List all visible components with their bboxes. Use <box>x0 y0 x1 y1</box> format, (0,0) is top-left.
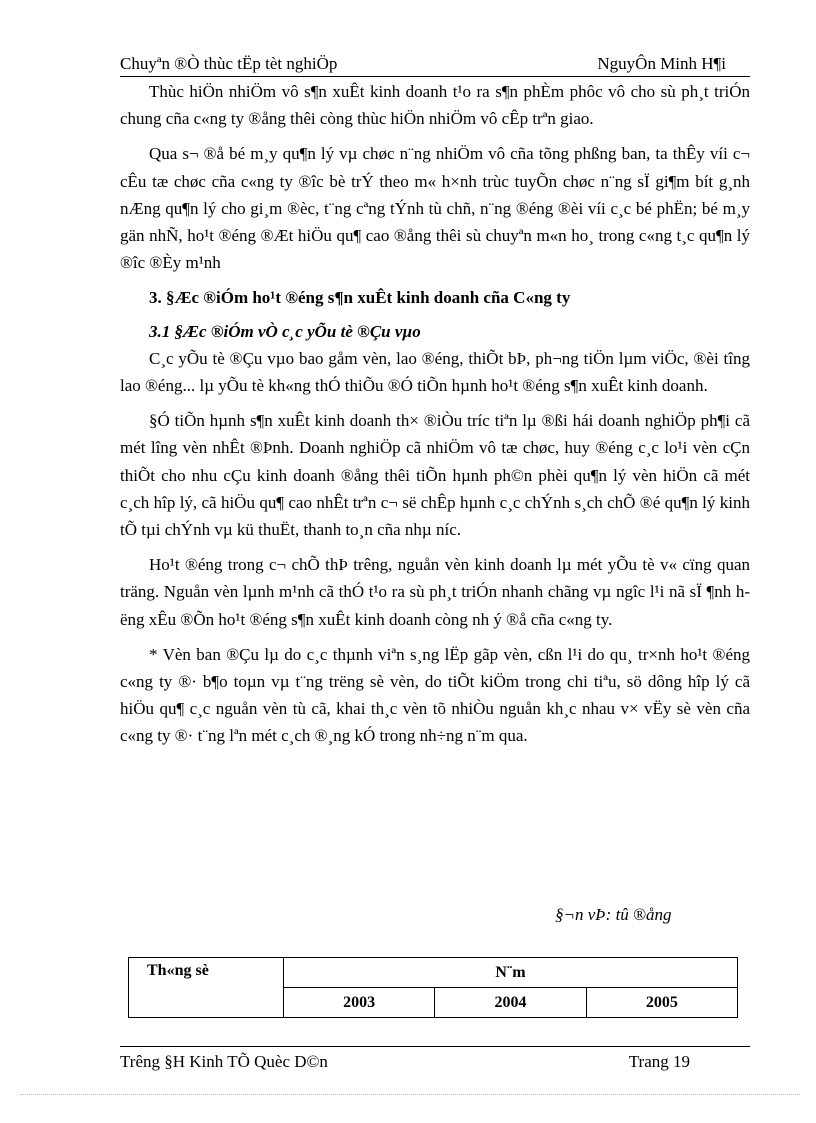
subsection-heading: 3.1 §Æc ®iÓm vÒ c¸c yÕu tè ®Çu vµo <box>149 321 421 341</box>
page-edge-divider <box>20 1094 800 1095</box>
table-year-header: 2005 <box>586 988 737 1018</box>
table-row <box>129 958 738 988</box>
table-year-header: 2004 <box>435 988 586 1018</box>
page-number: Trang 19 <box>628 1052 690 1071</box>
header-title: Chuyªn ®Ò thùc tËp tèt nghiÖp <box>120 54 338 73</box>
page-header <box>120 52 750 77</box>
document-body <box>120 78 750 758</box>
page-footer <box>120 1046 750 1075</box>
paragraph: Qua s¬ ®å bé m¸y qu¶n lý vµ chøc n¨ng nhiÖm vô cña tõng phßng ban, ta thÊy víi c¬ cÊu tæ chøc cña c«ng ty ®îc bè trÝ theo m« h×nh trùc tuyÕn chøc n¨ng sÏ gi¶m bít g¸nh nÆng qu¶n lý cho gi¸m ®èc, t¨ng cªng tÝnh tù chñ, n¨ng ®éng ®èi víi c¸c bé phËn; bé m¸y gän nhÑ, ho¹t ®éng ®Æt hiÖu qu¶ cao ®ång thêi sù chuyªn m«n ho¸ trong c«ng t¸c qu¶n lý ®îc ®Èy m¹nh <box>120 144 750 273</box>
paragraph: C¸c yÕu tè ®Çu vµo bao gåm vèn, lao ®éng, thiÕt bÞ, ph¬ng tiÖn lµm viÖc, ®èi tîng lao ®éng... lµ yÕu tè kh«ng thÓ thiÕu ®Ó tiÕn hµnh ho¹t ®éng s¶n xuÊt kinh doanh. <box>120 348 750 396</box>
header-author: NguyÔn Minh H¶i <box>597 54 726 73</box>
footer-school: Trêng §H Kinh TÕ Quèc D©n <box>120 1052 328 1071</box>
section-heading: 3. §Æc ®iÓm ho¹t ®éng s¶n xuÊt kinh doanh cña C«ng ty <box>149 288 571 308</box>
paragraph: Thùc hiÖn nhiÖm vô s¶n xuÊt kinh doanh t¹o ra s¶n phÈm phôc vô cho sù ph¸t triÓn chung cña c«ng ty ®ång thêi còng thùc hiÖn nhiÖm vô cÊp trªn giao. <box>120 82 750 129</box>
table-row-label: Th«ng sè <box>129 958 284 1018</box>
paragraph: Ho¹t ®éng trong c¬ chÕ thÞ trêng, nguån vèn kinh doanh lµ mét yÕu tè v« cïng quan träng. Nguån vèn lµnh m¹nh cã thÓ t¹o ra sù ph¸t triÓn nhanh chãng vµ ngîc l¹i nã sÏ ¶nh hëng xÊu ®Õn ho¹t ®éng s¶n xuÊt kinh doanh còng nh ý ®å cña c«ng ty. <box>120 555 750 629</box>
table-group-header: N¨m <box>284 958 738 988</box>
unit-note: §¬n vÞ: tû ®ång <box>555 905 672 924</box>
paragraph: §Ó tiÕn hµnh s¶n xuÊt kinh doanh th× ®iÒu tríc tiªn lµ ®ßi hái doanh nghiÖp ph¶i cã mét lîng vèn nhÊt ®Þnh. Doanh nghiÖp cã nhiÖm vô tæ chøc, huy ®éng c¸c lo¹i vèn cÇn thiÕt cho nhu cÇu kinh doanh ®ång thêi tiÕn hµnh ph©n phèi qu¶n lý vèn hiÖn cã mét c¸ch hîp lý, cã hiÖu qu¶ cao nhÊt trªn c¬ së chÊp hµnh c¸c chÝnh s¸ch chÕ ®é qu¶n lý kinh tÕ tµi chÝnh vµ kü thuËt, thanh to¸n cña nhµ níc. <box>120 411 750 540</box>
table-year-header: 2003 <box>284 988 435 1018</box>
capital-table <box>128 957 738 1018</box>
paragraph: * Vèn ban ®Çu lµ do c¸c thµnh viªn s¸ng lËp gãp vèn, cßn l¹i do qu¸ tr×nh ho¹t ®éng c«ng ty ®· b¶o toµn vµ t¨ng trëng sè vèn, do tiÕt kiÖm trong chi tiªu, sö dông hîp lý cã hiÖu qu¶ c¸c nguån vèn tù cã, khai th¸c vèn tõ nhiÒu nguån kh¸c nhau v× vËy sè vèn cña c«ng ty ®· t¨ng lªn mét c¸ch ®¸ng kÓ trong nh÷ng n¨m qua. <box>120 644 750 746</box>
